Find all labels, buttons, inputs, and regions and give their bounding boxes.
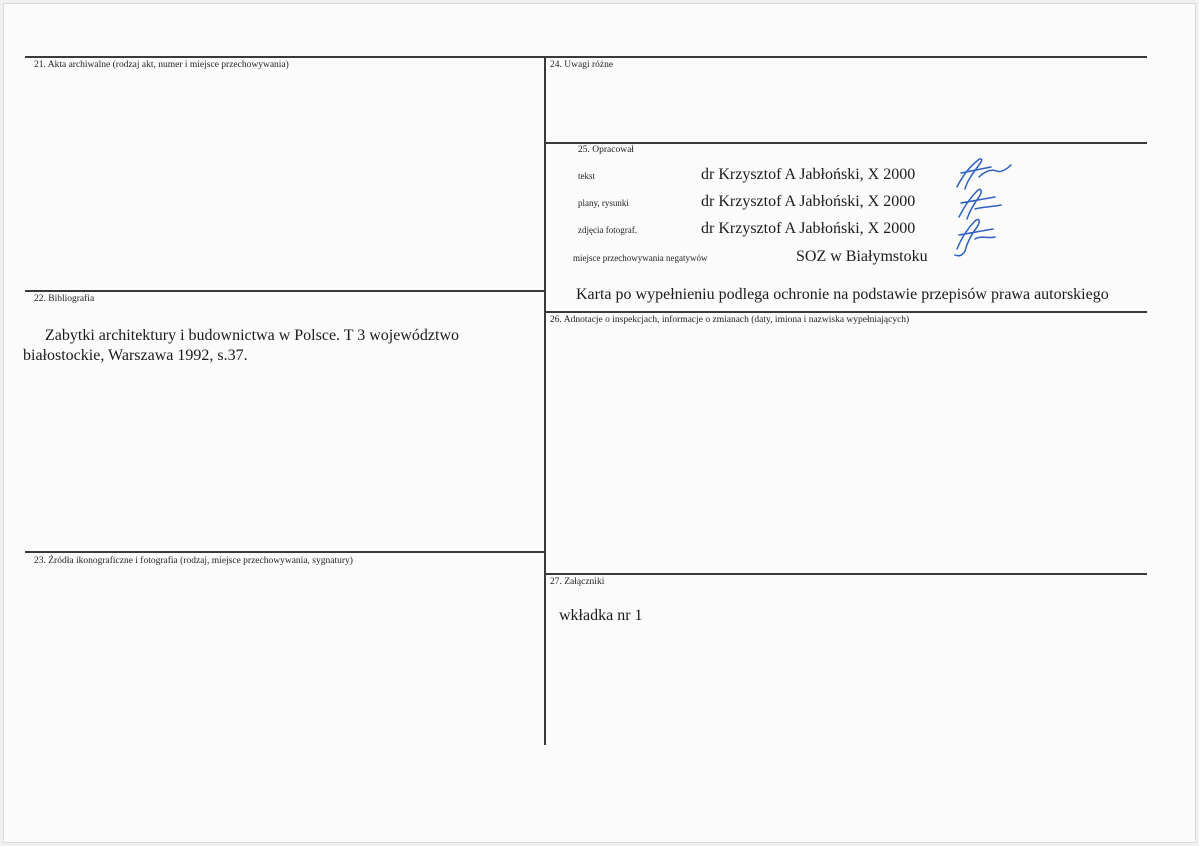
record-card-sheet xyxy=(3,3,1196,843)
section-27-label: 27. Załączniki xyxy=(550,577,605,587)
rule-21-22 xyxy=(25,290,545,292)
section-22-label: 22. Bibliografia xyxy=(34,294,95,304)
bibliography-line-1: Zabytki architektury i budownictwa w Polsce. T 3 województwo xyxy=(45,327,459,344)
top-rule xyxy=(25,56,1147,58)
author-drawings-label: plany, rysunki xyxy=(578,198,629,208)
author-drawings-value: dr Krzysztof A Jabłoński, X 2000 xyxy=(701,193,916,210)
center-divider xyxy=(544,56,546,745)
section-24-label: 24. Uwagi różne xyxy=(550,60,614,70)
attachments-value: wkładka nr 1 xyxy=(559,607,643,624)
bibliography-text xyxy=(23,326,503,366)
section-23-label: 23. Źródła ikonograficzne i fotografia (rodzaj, miejsce przechowywania, sygnatury) xyxy=(34,556,353,566)
section-21-label: 21. Akta archiwalne (rodzaj akt, numer i miejsce przechowywania) xyxy=(34,60,289,70)
rule-26-27 xyxy=(545,573,1147,575)
section-26-label: 26. Adnotacje o inspekcjach, informacje o zmianach (daty, imiona i nazwiska wypełniających) xyxy=(550,315,910,325)
bibliography-line-2: białostockie, Warszawa 1992, s.37. xyxy=(23,347,248,364)
negatives-location-label: miejsce przechowywania negatywów xyxy=(573,253,708,263)
rule-24-25 xyxy=(545,142,1147,144)
author-text-label: tekst xyxy=(578,171,595,181)
copyright-note: Karta po wypełnieniu podlega ochronie na podstawie przepisów prawa autorskiego xyxy=(576,286,1109,303)
signature-photos xyxy=(947,215,1007,259)
rule-25-26 xyxy=(545,311,1147,313)
author-photos-label: zdjęcia fotograf. xyxy=(578,225,637,235)
section-25-label: 25. Opracował xyxy=(578,145,634,155)
author-text-value: dr Krzysztof A Jabłoński, X 2000 xyxy=(701,166,916,183)
author-photos-value: dr Krzysztof A Jabłoński, X 2000 xyxy=(701,220,916,237)
negatives-location-value: SOZ w Białymstoku xyxy=(796,248,928,265)
rule-22-23 xyxy=(25,551,545,553)
